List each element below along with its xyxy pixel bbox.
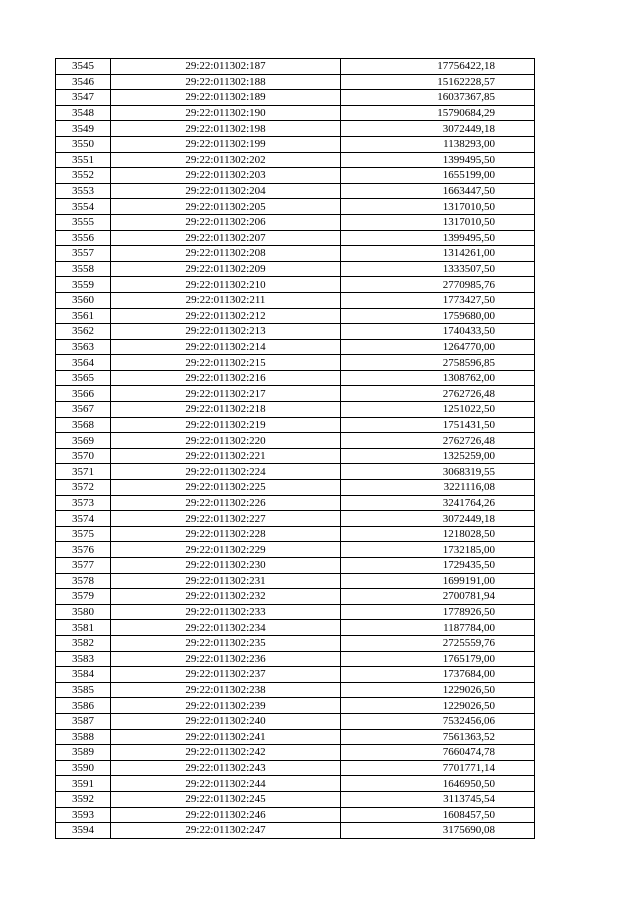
cadastral-value-cell: 3241764,26: [341, 495, 535, 511]
table-row: [56, 59, 535, 75]
cadastral-value-cell: 1759680,00: [341, 308, 535, 324]
row-number-cell: 3568: [56, 417, 111, 433]
table-row: [56, 682, 535, 698]
table-row: [56, 635, 535, 651]
row-number-cell: 3573: [56, 495, 111, 511]
cadastral-number-cell: 29:22:011302:209: [111, 261, 341, 277]
cadastral-value-cell: 3072449,18: [341, 511, 535, 527]
cadastral-value-cell: 1399495,50: [341, 152, 535, 168]
cadastral-value-cell: 1773427,50: [341, 292, 535, 308]
table-row: [56, 573, 535, 589]
cadastral-number-cell: 29:22:011302:229: [111, 542, 341, 558]
cadastral-value-cell: 3113745,54: [341, 791, 535, 807]
row-number-cell: 3593: [56, 807, 111, 823]
cadastral-number-cell: 29:22:011302:228: [111, 526, 341, 542]
row-number-cell: 3592: [56, 791, 111, 807]
cadastral-number-cell: 29:22:011302:224: [111, 464, 341, 480]
row-number-cell: 3579: [56, 589, 111, 605]
row-number-cell: 3552: [56, 168, 111, 184]
cadastral-number-cell: 29:22:011302:203: [111, 168, 341, 184]
cadastral-value-cell: 1729435,50: [341, 558, 535, 574]
cadastral-value-cell: 7561363,52: [341, 729, 535, 745]
table-row: [56, 308, 535, 324]
table-row: [56, 230, 535, 246]
table-row: [56, 261, 535, 277]
table-row: [56, 121, 535, 137]
cadastral-value-cell: 1218028,50: [341, 526, 535, 542]
cadastral-value-cell: 15790684,29: [341, 105, 535, 121]
cadastral-number-cell: 29:22:011302:235: [111, 635, 341, 651]
table-row: [56, 90, 535, 106]
row-number-cell: 3565: [56, 370, 111, 386]
row-number-cell: 3580: [56, 604, 111, 620]
cadastral-number-cell: 29:22:011302:245: [111, 791, 341, 807]
table-row: [56, 464, 535, 480]
cadastral-number-cell: 29:22:011302:239: [111, 698, 341, 714]
cadastral-number-cell: 29:22:011302:226: [111, 495, 341, 511]
table-row: [56, 402, 535, 418]
cadastral-number-cell: 29:22:011302:214: [111, 339, 341, 355]
cadastral-value-cell: 1251022,50: [341, 402, 535, 418]
table-row: [56, 542, 535, 558]
table-row: [56, 760, 535, 776]
table-row: [56, 713, 535, 729]
cadastral-value-cell: 1655199,00: [341, 168, 535, 184]
cadastral-value-cell: 16037367,85: [341, 90, 535, 106]
row-number-cell: 3572: [56, 480, 111, 496]
table-row: [56, 589, 535, 605]
row-number-cell: 3584: [56, 667, 111, 683]
cadastral-value-cell: 1308762,00: [341, 370, 535, 386]
cadastral-value-cell: 1699191,00: [341, 573, 535, 589]
table-row: [56, 433, 535, 449]
table-row: [56, 823, 535, 839]
table-row: [56, 729, 535, 745]
row-number-cell: 3545: [56, 59, 111, 75]
row-number-cell: 3558: [56, 261, 111, 277]
cadastral-value-cell: 1314261,00: [341, 246, 535, 262]
cadastral-number-cell: 29:22:011302:190: [111, 105, 341, 121]
table-row: [56, 152, 535, 168]
row-number-cell: 3578: [56, 573, 111, 589]
cadastral-number-cell: 29:22:011302:225: [111, 480, 341, 496]
cadastral-value-cell: 1399495,50: [341, 230, 535, 246]
table-row: [56, 105, 535, 121]
table-row: [56, 667, 535, 683]
cadastral-number-cell: 29:22:011302:188: [111, 74, 341, 90]
table-row: [56, 386, 535, 402]
cadastral-number-cell: 29:22:011302:230: [111, 558, 341, 574]
cadastral-value-cell: 3072449,18: [341, 121, 535, 137]
row-number-cell: 3547: [56, 90, 111, 106]
cadastral-value-cell: 3068319,55: [341, 464, 535, 480]
cadastral-number-cell: 29:22:011302:210: [111, 277, 341, 293]
cadastral-value-cell: 1333507,50: [341, 261, 535, 277]
cadastral-number-cell: 29:22:011302:205: [111, 199, 341, 215]
table-row: [56, 604, 535, 620]
row-number-cell: 3546: [56, 74, 111, 90]
table-row: [56, 807, 535, 823]
row-number-cell: 3589: [56, 745, 111, 761]
row-number-cell: 3567: [56, 402, 111, 418]
cadastral-number-cell: 29:22:011302:237: [111, 667, 341, 683]
table-row: [56, 448, 535, 464]
cadastral-value-cell: 7701771,14: [341, 760, 535, 776]
table-row: [56, 214, 535, 230]
table-row: [56, 620, 535, 636]
table-row: [56, 339, 535, 355]
cadastral-value-cell: 1138293,00: [341, 136, 535, 152]
row-number-cell: 3564: [56, 355, 111, 371]
row-number-cell: 3591: [56, 776, 111, 792]
table-row: [56, 495, 535, 511]
cadastral-number-cell: 29:22:011302:211: [111, 292, 341, 308]
row-number-cell: 3549: [56, 121, 111, 137]
cadastral-number-cell: 29:22:011302:246: [111, 807, 341, 823]
table-row: [56, 168, 535, 184]
cadastral-number-cell: 29:22:011302:212: [111, 308, 341, 324]
cadastral-number-cell: 29:22:011302:204: [111, 183, 341, 199]
row-number-cell: 3561: [56, 308, 111, 324]
cadastral-number-cell: 29:22:011302:243: [111, 760, 341, 776]
table-row: [56, 417, 535, 433]
cadastral-value-cell: 1663447,50: [341, 183, 535, 199]
table-row: [56, 791, 535, 807]
cadastral-value-cell: 3175690,08: [341, 823, 535, 839]
cadastral-value-cell: 17756422,18: [341, 59, 535, 75]
cadastral-number-cell: 29:22:011302:238: [111, 682, 341, 698]
row-number-cell: 3571: [56, 464, 111, 480]
row-number-cell: 3575: [56, 526, 111, 542]
cadastral-value-cell: 1740433,50: [341, 324, 535, 340]
row-number-cell: 3581: [56, 620, 111, 636]
cadastral-number-cell: 29:22:011302:207: [111, 230, 341, 246]
cadastral-number-cell: 29:22:011302:187: [111, 59, 341, 75]
cadastral-value-cell: 1778926,50: [341, 604, 535, 620]
cadastral-value-cell: 7532456,06: [341, 713, 535, 729]
cadastral-value-cell: 2770985,76: [341, 277, 535, 293]
cadastral-number-cell: 29:22:011302:234: [111, 620, 341, 636]
table-row: [56, 370, 535, 386]
table-row: [56, 698, 535, 714]
cadastral-value-cell: 1317010,50: [341, 214, 535, 230]
cadastral-value-table: [55, 58, 535, 839]
cadastral-value-cell: 1187784,00: [341, 620, 535, 636]
cadastral-number-cell: 29:22:011302:236: [111, 651, 341, 667]
cadastral-number-cell: 29:22:011302:232: [111, 589, 341, 605]
cadastral-value-cell: 2762726,48: [341, 433, 535, 449]
row-number-cell: 3570: [56, 448, 111, 464]
cadastral-value-cell: 1264770,00: [341, 339, 535, 355]
cadastral-value-cell: 1737684,00: [341, 667, 535, 683]
cadastral-number-cell: 29:22:011302:217: [111, 386, 341, 402]
row-number-cell: 3553: [56, 183, 111, 199]
table-row: [56, 776, 535, 792]
table-body: [56, 59, 535, 839]
table-row: [56, 745, 535, 761]
cadastral-value-cell: 2758596,85: [341, 355, 535, 371]
cadastral-value-cell: 1646950,50: [341, 776, 535, 792]
table-row: [56, 183, 535, 199]
row-number-cell: 3560: [56, 292, 111, 308]
cadastral-number-cell: 29:22:011302:189: [111, 90, 341, 106]
cadastral-value-cell: 2762726,48: [341, 386, 535, 402]
row-number-cell: 3587: [56, 713, 111, 729]
cadastral-value-cell: 2725559,76: [341, 635, 535, 651]
row-number-cell: 3586: [56, 698, 111, 714]
cadastral-value-cell: 1229026,50: [341, 682, 535, 698]
row-number-cell: 3554: [56, 199, 111, 215]
row-number-cell: 3563: [56, 339, 111, 355]
cadastral-number-cell: 29:22:011302:208: [111, 246, 341, 262]
row-number-cell: 3569: [56, 433, 111, 449]
row-number-cell: 3582: [56, 635, 111, 651]
cadastral-number-cell: 29:22:011302:219: [111, 417, 341, 433]
row-number-cell: 3555: [56, 214, 111, 230]
cadastral-number-cell: 29:22:011302:216: [111, 370, 341, 386]
cadastral-number-cell: 29:22:011302:221: [111, 448, 341, 464]
table-row: [56, 74, 535, 90]
cadastral-number-cell: 29:22:011302:206: [111, 214, 341, 230]
table-row: [56, 511, 535, 527]
cadastral-number-cell: 29:22:011302:218: [111, 402, 341, 418]
row-number-cell: 3559: [56, 277, 111, 293]
row-number-cell: 3577: [56, 558, 111, 574]
cadastral-number-cell: 29:22:011302:240: [111, 713, 341, 729]
cadastral-number-cell: 29:22:011302:231: [111, 573, 341, 589]
cadastral-number-cell: 29:22:011302:242: [111, 745, 341, 761]
cadastral-number-cell: 29:22:011302:199: [111, 136, 341, 152]
cadastral-number-cell: 29:22:011302:202: [111, 152, 341, 168]
cadastral-value-cell: 7660474,78: [341, 745, 535, 761]
row-number-cell: 3566: [56, 386, 111, 402]
row-number-cell: 3576: [56, 542, 111, 558]
row-number-cell: 3590: [56, 760, 111, 776]
table-row: [56, 277, 535, 293]
table-row: [56, 199, 535, 215]
table-row: [56, 292, 535, 308]
cadastral-number-cell: 29:22:011302:198: [111, 121, 341, 137]
cadastral-value-cell: 15162228,57: [341, 74, 535, 90]
row-number-cell: 3574: [56, 511, 111, 527]
row-number-cell: 3551: [56, 152, 111, 168]
table-row: [56, 651, 535, 667]
cadastral-number-cell: 29:22:011302:241: [111, 729, 341, 745]
table-row: [56, 526, 535, 542]
row-number-cell: 3557: [56, 246, 111, 262]
cadastral-value-cell: 3221116,08: [341, 480, 535, 496]
table-row: [56, 246, 535, 262]
cadastral-value-cell: 1732185,00: [341, 542, 535, 558]
cadastral-number-cell: 29:22:011302:220: [111, 433, 341, 449]
row-number-cell: 3583: [56, 651, 111, 667]
cadastral-value-cell: 1229026,50: [341, 698, 535, 714]
cadastral-value-cell: 1751431,50: [341, 417, 535, 433]
cadastral-value-cell: 1325259,00: [341, 448, 535, 464]
cadastral-value-cell: 1765179,00: [341, 651, 535, 667]
table-row: [56, 136, 535, 152]
table-row: [56, 480, 535, 496]
cadastral-number-cell: 29:22:011302:213: [111, 324, 341, 340]
row-number-cell: 3594: [56, 823, 111, 839]
cadastral-number-cell: 29:22:011302:244: [111, 776, 341, 792]
cadastral-value-cell: 1317010,50: [341, 199, 535, 215]
row-number-cell: 3588: [56, 729, 111, 745]
table-row: [56, 324, 535, 340]
row-number-cell: 3562: [56, 324, 111, 340]
cadastral-number-cell: 29:22:011302:247: [111, 823, 341, 839]
row-number-cell: 3585: [56, 682, 111, 698]
cadastral-number-cell: 29:22:011302:227: [111, 511, 341, 527]
cadastral-number-cell: 29:22:011302:233: [111, 604, 341, 620]
row-number-cell: 3548: [56, 105, 111, 121]
cadastral-number-cell: 29:22:011302:215: [111, 355, 341, 371]
row-number-cell: 3556: [56, 230, 111, 246]
table-row: [56, 558, 535, 574]
cadastral-value-cell: 2700781,94: [341, 589, 535, 605]
cadastral-value-cell: 1608457,50: [341, 807, 535, 823]
row-number-cell: 3550: [56, 136, 111, 152]
table-row: [56, 355, 535, 371]
